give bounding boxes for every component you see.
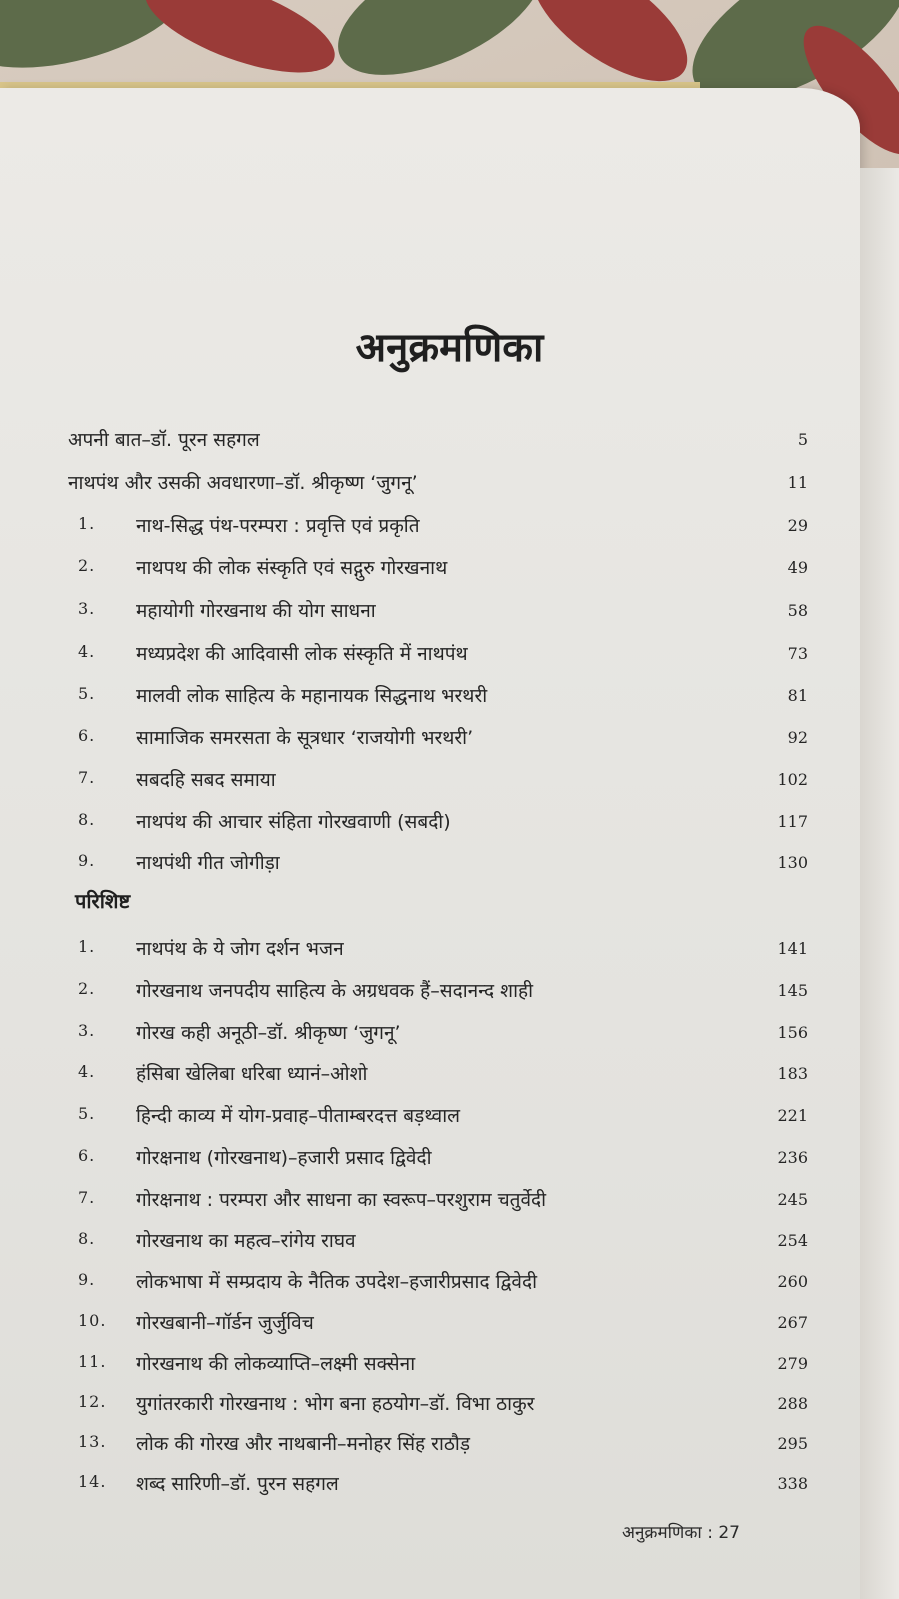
- toc-entry: [68, 1266, 808, 1302]
- toc-entry-page: 5: [797, 430, 808, 449]
- toc-entry-title: लोक की गोरख और नाथबानी–मनोहर सिंह राठौड़: [136, 1433, 470, 1455]
- toc-entry-number: 9.: [78, 851, 96, 870]
- toc-entry-page: 81: [787, 686, 808, 705]
- toc-entry-number: 1.: [78, 937, 96, 956]
- toc-entry: [68, 1100, 808, 1136]
- toc-entry: [68, 1017, 808, 1053]
- toc-entry: [68, 1307, 808, 1343]
- toc-entry-page: 156: [777, 1023, 808, 1042]
- toc-entry: [68, 1142, 808, 1178]
- toc-entry-page: 29: [787, 516, 808, 535]
- toc-entry-title: सामाजिक समरसता के सूत्रधार ‘राजयोगी भरथरी’: [136, 727, 474, 749]
- toc-entry-number: 3.: [78, 1021, 96, 1040]
- page-title: अनुक्रमणिका: [355, 325, 544, 371]
- toc-entry: [68, 806, 808, 842]
- toc-entry-number: 12.: [78, 1392, 107, 1411]
- toc-entry-title: मालवी लोक साहित्य के महानायक सिद्धनाथ भरथरी: [136, 685, 488, 707]
- toc-entry-number: 2.: [78, 556, 96, 575]
- toc-entry: [68, 1058, 808, 1094]
- toc-entry-number: 4.: [78, 642, 96, 661]
- toc-entry-title: नाथपंथ की आचार संहिता गोरखवाणी (सबदी): [136, 811, 451, 833]
- toc-entry-page: 73: [787, 644, 808, 663]
- toc-entry-number: 3.: [78, 599, 96, 618]
- toc-entry-number: 4.: [78, 1062, 96, 1081]
- toc-entry-title: गोरखबानी–गॉर्डन जुर्जुविच: [136, 1312, 314, 1334]
- toc-entry-page: 288: [777, 1394, 808, 1413]
- toc-entry: [68, 1388, 808, 1424]
- next-page-edge: [860, 168, 899, 1599]
- toc-entry: [68, 1468, 808, 1504]
- toc-entry-title: महायोगी गोरखनाथ की योग साधना: [136, 600, 376, 622]
- toc-entry-page: 145: [777, 981, 808, 1000]
- toc-entry-number: 9.: [78, 1270, 96, 1289]
- toc-entry-page: 279: [777, 1354, 808, 1373]
- toc-entry-page: 338: [777, 1474, 808, 1493]
- toc-entry: [68, 1184, 808, 1220]
- footer-separator: :: [707, 1523, 713, 1543]
- toc-entry-number: 7.: [78, 1188, 96, 1207]
- toc-entry-title: हिन्दी काव्य में योग-प्रवाह–पीताम्बरदत्त बड़थ्वाल: [136, 1105, 461, 1127]
- toc-entry-title: गोरखनाथ जनपदीय साहित्य के अग्रधवक हैं–सदानन्द शाही: [136, 980, 534, 1002]
- toc-entry-page: 11: [787, 473, 808, 492]
- toc-entry-page: 58: [787, 601, 808, 620]
- appendix-heading: परिशिष्ट: [75, 889, 131, 913]
- toc-entry-title: नाथपंथ और उसकी अवधारणा–डॉ. श्रीकृष्ण ‘जुगनू’: [68, 472, 418, 494]
- toc-entry-number: 8.: [78, 810, 96, 829]
- toc-entry-number: 13.: [78, 1432, 107, 1451]
- toc-entry-page: 254: [777, 1231, 808, 1250]
- toc-entry-title: गोरखनाथ की लोकव्याप्ति–लक्ष्मी सक्सेना: [136, 1353, 416, 1375]
- toc-entry: [68, 595, 808, 631]
- toc-entry-page: 117: [777, 812, 808, 831]
- toc-entry-number: 14.: [78, 1472, 107, 1491]
- toc-entry-title: सबदहि सबद समाया: [136, 769, 276, 791]
- toc-entry-title: गोरखनाथ का महत्व–रांगेय राघव: [136, 1230, 356, 1252]
- toc-entry: [68, 510, 808, 546]
- toc-entry-page: 267: [777, 1313, 808, 1332]
- toc-entry-title: नाथपंथ के ये जोग दर्शन भजन: [136, 938, 344, 960]
- toc-entry: [68, 1348, 808, 1384]
- toc-entry-page: 141: [777, 939, 808, 958]
- toc-entry-page: 221: [777, 1106, 808, 1125]
- toc-entry: [68, 1225, 808, 1261]
- toc-entry-page: 183: [777, 1064, 808, 1083]
- toc-entry: [68, 722, 808, 758]
- toc-entry-title: गोरक्षनाथ (गोरखनाथ)–हजारी प्रसाद द्विवेदी: [136, 1147, 432, 1169]
- toc-entry-number: 6.: [78, 726, 96, 745]
- toc-entry-title: शब्द सारिणी–डॉ. पुरन सहगल: [136, 1473, 339, 1495]
- toc-entry-page: 295: [777, 1434, 808, 1453]
- toc-entry-page: 102: [777, 770, 808, 789]
- toc-entry: [68, 638, 808, 674]
- toc-entry: [68, 975, 808, 1011]
- toc-entry-page: 92: [787, 728, 808, 747]
- toc-entry-number: 7.: [78, 768, 96, 787]
- toc-entry-title: मध्यप्रदेश की आदिवासी लोक संस्कृति में नाथपंथ: [136, 643, 468, 665]
- toc-entry-number: 5.: [78, 684, 96, 703]
- toc-entry-page: 130: [777, 853, 808, 872]
- toc-entry-page: 49: [787, 558, 808, 577]
- footer-label: अनुक्रमणिका: [622, 1523, 702, 1543]
- toc-entry-title: नाथपंथी गीत जोगीड़ा: [136, 852, 280, 874]
- toc-entry-title: नाथ-सिद्ध पंथ-परम्परा : प्रवृत्ति एवं प्रकृति: [136, 515, 420, 537]
- toc-entry-number: 1.: [78, 514, 96, 533]
- toc-entry: [68, 933, 808, 969]
- toc-entry-title: लोकभाषा में सम्प्रदाय के नैतिक उपदेश–हजारीप्रसाद द्विवेदी: [136, 1271, 538, 1293]
- toc-entry-page: 260: [777, 1272, 808, 1291]
- toc-entry: [68, 680, 808, 716]
- toc-entry-title: गोरख कही अनूठी–डॉ. श्रीकृष्ण ‘जुगनू’: [136, 1022, 401, 1044]
- toc-entry-number: 5.: [78, 1104, 96, 1123]
- toc-entry: [68, 424, 808, 460]
- toc-entry-number: 2.: [78, 979, 96, 998]
- toc-entry-number: 11.: [78, 1352, 107, 1371]
- toc-entry-title: हंसिबा खेलिबा धरिबा ध्यानं–ओशो: [136, 1063, 368, 1085]
- toc-entry: [68, 1428, 808, 1464]
- toc-entry: [68, 552, 808, 588]
- leaf-pattern: [134, 0, 346, 92]
- toc-entry: [68, 467, 808, 503]
- toc-entry-title: अपनी बात–डॉ. पूरन सहगल: [68, 429, 260, 451]
- toc-entry-title: नाथपथ की लोक संस्कृति एवं सद्गुरु गोरखनाथ: [136, 557, 448, 579]
- running-footer: [622, 1520, 740, 1543]
- toc-entry-page: 245: [777, 1190, 808, 1209]
- toc-entry-title: युगांतरकारी गोरखनाथ : भोग बना हठयोग–डॉ. विभा ठाकुर: [136, 1393, 535, 1415]
- toc-entry-number: 6.: [78, 1146, 96, 1165]
- footer-page-number: 27: [718, 1523, 740, 1543]
- toc-entry-number: 10.: [78, 1311, 107, 1330]
- toc-entry: [68, 764, 808, 800]
- toc-entry-page: 236: [777, 1148, 808, 1167]
- toc-entry-title: गोरक्षनाथ : परम्परा और साधना का स्वरूप–परशुराम चतुर्वेदी: [136, 1189, 547, 1211]
- toc-entry-number: 8.: [78, 1229, 96, 1248]
- toc-entry: [68, 847, 808, 883]
